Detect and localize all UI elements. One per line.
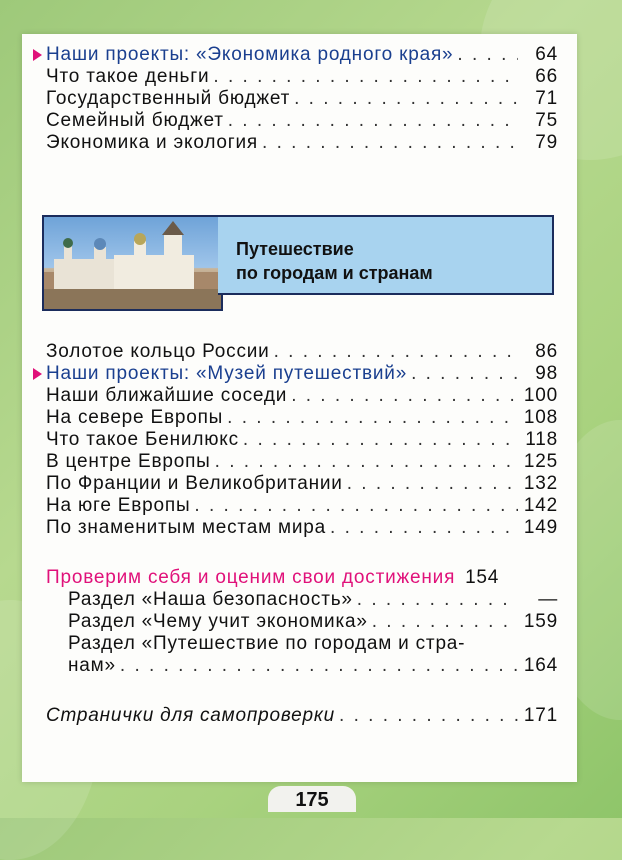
- toc-row[interactable]: [46, 611, 558, 633]
- toc-leader: [347, 473, 518, 495]
- toc-page: 86: [518, 341, 558, 363]
- toc-row[interactable]: [46, 341, 558, 363]
- toc-row[interactable]: [46, 633, 558, 655]
- toc-title: Наши проекты: «Экономика родного края»: [46, 44, 457, 66]
- toc-row[interactable]: [46, 132, 558, 154]
- toc-page: 154: [459, 567, 499, 589]
- toc-leader: [194, 495, 518, 517]
- toc-page: 132: [518, 473, 558, 495]
- toc-title: нам»: [68, 655, 120, 677]
- toc-self-check: [46, 705, 558, 727]
- toc-leader: [357, 589, 518, 611]
- toc-page: 125: [518, 451, 558, 473]
- toc-leader: [215, 451, 518, 473]
- toc-title: Наши ближайшие соседи: [46, 385, 291, 407]
- toc-page: 64: [518, 44, 558, 66]
- toc-title: Проверим себя и оценим свои достижения: [46, 567, 459, 589]
- toc-leader: [294, 88, 518, 110]
- toc-row[interactable]: [46, 655, 558, 677]
- toc-title: По Франции и Великобритании: [46, 473, 347, 495]
- toc-row[interactable]: [46, 110, 558, 132]
- toc-leader: [213, 66, 518, 88]
- toc-leader: [330, 517, 518, 539]
- toc-title: Наши проекты: «Музей путешествий»: [46, 363, 411, 385]
- toc-page: 149: [518, 517, 558, 539]
- toc-page: 66: [518, 66, 558, 88]
- toc-title: Семейный бюджет: [46, 110, 228, 132]
- section-banner: [218, 215, 554, 295]
- toc-page: 164: [518, 655, 558, 677]
- page-number: 175: [268, 786, 356, 812]
- toc-row[interactable]: [46, 407, 558, 429]
- toc-row[interactable]: [46, 473, 558, 495]
- toc-row[interactable]: [46, 363, 558, 385]
- toc-title: Золотое кольцо России: [46, 341, 274, 363]
- toc-row[interactable]: [46, 44, 558, 66]
- toc-leader: [372, 611, 518, 633]
- toc-title: По знаменитым местам мира: [46, 517, 330, 539]
- toc-title: Странички для самопроверки: [46, 705, 339, 727]
- toc-page: 100: [518, 385, 558, 407]
- toc-title: В центре Европы: [46, 451, 215, 473]
- toc-title: Государственный бюджет: [46, 88, 294, 110]
- toc-mid: [46, 341, 558, 539]
- toc-row[interactable]: [46, 589, 558, 611]
- toc-leader: [228, 110, 518, 132]
- toc-title: Раздел «Чему учит экономика»: [68, 611, 372, 633]
- toc-row[interactable]: [46, 495, 558, 517]
- toc-leader: [339, 705, 518, 727]
- pointer-arrow-icon: [33, 368, 42, 380]
- toc-page: 159: [518, 611, 558, 633]
- toc-title: На юге Европы: [46, 495, 194, 517]
- kremlin-photo: [42, 215, 223, 311]
- toc-row[interactable]: [46, 517, 558, 539]
- toc-title: Раздел «Путешествие по городам и стра-: [68, 633, 469, 655]
- pointer-arrow-icon: [33, 49, 42, 61]
- toc-leader: [411, 363, 518, 385]
- toc-page: 98: [518, 363, 558, 385]
- toc-title: На севере Европы: [46, 407, 227, 429]
- toc-row[interactable]: [46, 451, 558, 473]
- toc-row-self-check[interactable]: [46, 705, 558, 727]
- toc-leader: [227, 407, 518, 429]
- toc-check: [46, 567, 558, 677]
- toc-page: 171: [518, 705, 558, 727]
- toc-page: 79: [518, 132, 558, 154]
- toc-leader: [291, 385, 518, 407]
- toc-title: Раздел «Наша безопасность»: [68, 589, 357, 611]
- toc-leader: [262, 132, 518, 154]
- toc-page: 71: [518, 88, 558, 110]
- toc-title: Экономика и экология: [46, 132, 262, 154]
- toc-leader: [457, 44, 518, 66]
- toc-page: 142: [518, 495, 558, 517]
- toc-page: 118: [518, 429, 558, 451]
- toc-row-check[interactable]: [46, 567, 558, 589]
- toc-leader: [274, 341, 518, 363]
- toc-page: —: [518, 589, 558, 611]
- toc-row[interactable]: [46, 66, 558, 88]
- section-title-line2: по городам и странам: [236, 263, 433, 283]
- toc-row[interactable]: [46, 429, 558, 451]
- toc-title: Что такое деньги: [46, 66, 213, 88]
- toc-page: 108: [518, 407, 558, 429]
- kremlin-illustration: [44, 217, 221, 309]
- toc-top: [46, 44, 558, 154]
- toc-leader: [120, 655, 518, 677]
- toc-page: 75: [518, 110, 558, 132]
- section-title-line1: Путешествие: [236, 239, 354, 259]
- toc-row[interactable]: [46, 88, 558, 110]
- toc-leader: [243, 429, 518, 451]
- toc-title: Что такое Бенилюкс: [46, 429, 243, 451]
- toc-row[interactable]: [46, 385, 558, 407]
